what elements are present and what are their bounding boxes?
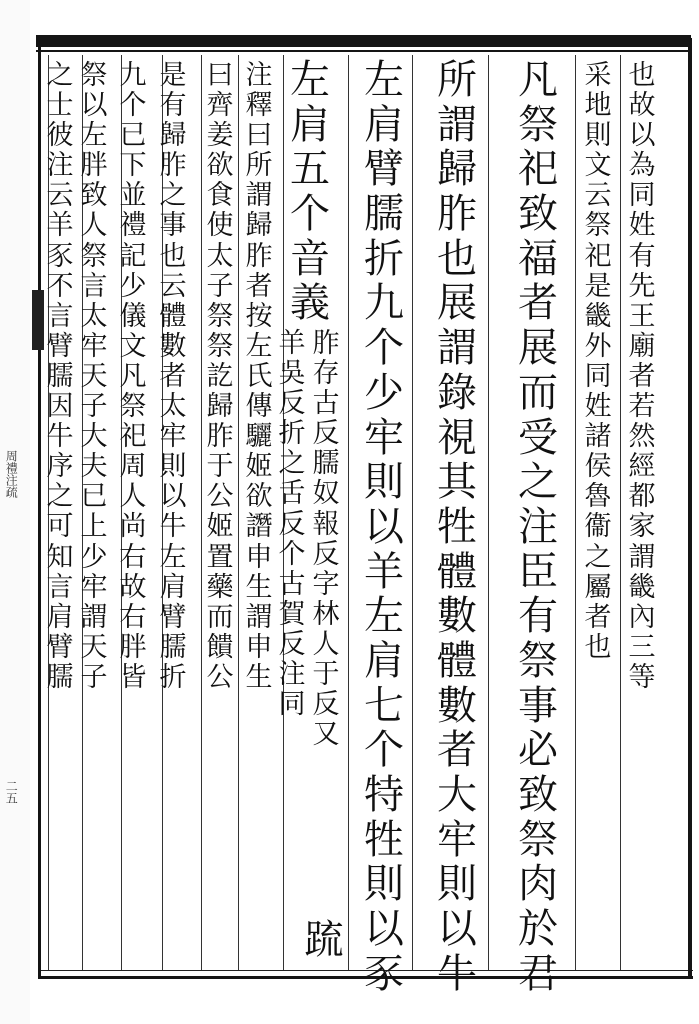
glyph: 七 <box>364 682 404 729</box>
glyph: 致 <box>518 772 558 818</box>
glyph: 謂 <box>437 101 477 148</box>
glyph: 注 <box>518 503 558 550</box>
glyph: 夫 <box>80 451 108 483</box>
glyph: 欲 <box>206 150 234 182</box>
glyph: 姬 <box>206 511 234 543</box>
glyph: 臑 <box>46 661 74 693</box>
glyph: 賀 <box>278 598 306 630</box>
glyph: 凡 <box>518 57 558 103</box>
glyph: 而 <box>206 601 234 633</box>
glyph: 先 <box>628 270 656 302</box>
glyph: 胖 <box>80 150 108 182</box>
glyph: 數 <box>437 593 477 640</box>
glyph: 臣 <box>518 548 558 595</box>
column-10 <box>117 62 149 694</box>
glyph: 古 <box>312 388 340 420</box>
column-rule <box>348 55 349 970</box>
glyph: 子 <box>206 270 234 302</box>
glyph: 臂 <box>46 330 74 362</box>
column-5 <box>361 57 407 998</box>
glyph: 个 <box>290 191 330 238</box>
glyph: 外 <box>584 330 612 362</box>
glyph: 者 <box>245 270 273 302</box>
glyph: 牲 <box>437 503 477 550</box>
glyph: 欲 <box>245 481 273 513</box>
glyph: 肩 <box>290 101 330 148</box>
glyph: 序 <box>46 451 74 483</box>
glyph: 申 <box>245 541 273 573</box>
glyph: 致 <box>80 180 108 212</box>
glyph: 曰 <box>206 60 234 91</box>
glyph: 置 <box>206 541 234 573</box>
glyph: 也 <box>437 235 477 282</box>
glyph: 注 <box>245 60 273 91</box>
glyph: 臂 <box>46 631 74 663</box>
glyph: 藥 <box>206 571 234 603</box>
glyph: 胖 <box>119 631 147 663</box>
glyph: 皆 <box>119 661 147 693</box>
column-1 <box>626 62 658 694</box>
glyph: 饋 <box>206 631 234 663</box>
glyph: 折 <box>364 235 404 282</box>
glyph: 所 <box>437 57 477 103</box>
glyph: 字 <box>312 568 340 600</box>
glyph: 林 <box>312 598 340 630</box>
glyph: 體 <box>159 300 187 332</box>
glyph: 姓 <box>584 391 612 423</box>
glyph: 畿 <box>628 571 656 603</box>
glyph: 廟 <box>628 330 656 362</box>
glyph: 同 <box>278 689 306 721</box>
frame-left-border <box>38 38 41 978</box>
frame-right-border <box>688 38 692 978</box>
glyph: 君 <box>518 950 558 997</box>
glyph: 臑 <box>159 631 187 663</box>
glyph: 太 <box>80 300 108 332</box>
glyph: 其 <box>437 459 477 506</box>
glyph: 大 <box>80 421 108 453</box>
glyph: 存 <box>312 358 340 390</box>
glyph: 福 <box>518 235 558 282</box>
glyph: 注 <box>46 150 74 182</box>
glyph: 五 <box>290 146 330 193</box>
glyph: 牢 <box>80 330 108 362</box>
glyph: 已 <box>80 481 108 513</box>
glyph: 反 <box>312 538 340 570</box>
glyph: 受 <box>518 414 558 461</box>
glyph: 牢 <box>80 571 108 603</box>
glyph: 屬 <box>584 571 612 603</box>
glyph: 注 <box>278 659 306 691</box>
glyph: 云 <box>46 180 74 212</box>
glyph: 祀 <box>584 240 612 272</box>
column-11 <box>78 62 110 694</box>
glyph: 以 <box>437 906 477 953</box>
frame-top-inner-line <box>36 50 691 52</box>
glyph: 畿 <box>584 300 612 332</box>
glyph: 錄 <box>437 369 477 416</box>
glyph: 子 <box>80 391 108 423</box>
glyph: 歸 <box>245 210 273 242</box>
glyph: 歸 <box>206 391 234 423</box>
glyph: 下 <box>119 150 147 182</box>
glyph: 驪 <box>245 421 273 453</box>
glyph: 天 <box>80 360 108 392</box>
glyph: 同 <box>628 180 656 212</box>
column-6-commentary-left <box>276 330 308 721</box>
glyph: 牢 <box>437 816 477 863</box>
glyph: 侯 <box>584 451 612 483</box>
glyph: 牛 <box>159 511 187 543</box>
glyph: 太 <box>206 240 234 272</box>
glyph: 左 <box>159 541 187 573</box>
glyph: 者 <box>518 280 558 327</box>
glyph: 祭 <box>119 391 147 423</box>
fishtail-mark <box>32 290 44 350</box>
glyph: 祭 <box>80 240 108 272</box>
glyph: 羊 <box>278 328 306 359</box>
column-6-marker <box>301 917 347 965</box>
glyph: 氏 <box>245 360 273 392</box>
glyph: 言 <box>46 571 74 603</box>
glyph: 知 <box>46 541 74 573</box>
glyph: 有 <box>159 90 187 122</box>
glyph: 因 <box>46 391 74 423</box>
glyph: 肉 <box>518 861 558 908</box>
glyph: 羊 <box>364 548 404 595</box>
glyph: 禮 <box>119 210 147 242</box>
glyph: 祭 <box>584 210 612 242</box>
column-2 <box>582 62 614 664</box>
glyph: 右 <box>119 601 147 633</box>
glyph: 地 <box>584 90 612 122</box>
glyph: 已 <box>119 120 147 152</box>
glyph: 音 <box>290 235 330 282</box>
glyph: 臑 <box>364 191 404 238</box>
column-rule <box>412 55 413 970</box>
glyph: 祭 <box>518 637 558 684</box>
glyph: 則 <box>584 120 612 152</box>
glyph: 人 <box>119 481 147 513</box>
glyph: 也 <box>628 60 656 91</box>
glyph: 反 <box>278 628 306 660</box>
glyph: 大 <box>437 772 477 818</box>
glyph: 記 <box>119 240 147 272</box>
glyph: 諸 <box>584 421 612 453</box>
glyph: 於 <box>518 906 558 953</box>
glyph: 云 <box>584 180 612 212</box>
glyph: 之 <box>278 448 306 480</box>
glyph: 食 <box>206 180 234 212</box>
glyph: 牛 <box>437 950 477 997</box>
column-4 <box>434 57 480 998</box>
glyph: 公 <box>206 661 234 693</box>
glyph: 然 <box>628 421 656 453</box>
glyph: 祀 <box>119 421 147 453</box>
glyph: 臂 <box>159 601 187 633</box>
glyph: 展 <box>437 280 477 327</box>
glyph: 義 <box>290 280 330 327</box>
glyph: 于 <box>312 659 340 691</box>
glyph: 左 <box>80 120 108 152</box>
glyph: 是 <box>159 60 187 91</box>
glyph: 謂 <box>628 541 656 573</box>
glyph: 牢 <box>364 414 404 461</box>
glyph: 个 <box>119 90 147 122</box>
glyph: 左 <box>364 593 404 640</box>
glyph: 反 <box>278 388 306 420</box>
glyph: 儀 <box>119 300 147 332</box>
column-9 <box>157 62 189 694</box>
glyph: 者 <box>437 727 477 774</box>
glyph: 有 <box>518 593 558 640</box>
glyph: 上 <box>80 511 108 543</box>
glyph: 者 <box>628 360 656 392</box>
glyph: 都 <box>628 481 656 513</box>
glyph: 致 <box>518 191 558 238</box>
glyph: 云 <box>159 270 187 302</box>
glyph: 以 <box>159 481 187 513</box>
column-rule <box>488 55 489 970</box>
glyph: 歸 <box>159 120 187 152</box>
column-6-commentary-right <box>310 330 342 751</box>
glyph: 少 <box>364 369 404 416</box>
glyph: 姜 <box>206 120 234 152</box>
glyph: 視 <box>437 414 477 461</box>
glyph: 周 <box>119 451 147 483</box>
glyph: 之 <box>518 459 558 506</box>
glyph: 事 <box>159 210 187 242</box>
glyph: 謂 <box>437 325 477 372</box>
glyph: 按 <box>245 300 273 332</box>
glyph: 九 <box>119 60 147 91</box>
glyph: 言 <box>80 270 108 302</box>
glyph: 謂 <box>80 601 108 633</box>
glyph: 尚 <box>119 511 147 543</box>
glyph: 古 <box>278 568 306 600</box>
glyph: 曰 <box>245 120 273 152</box>
binding-strip <box>0 0 30 1024</box>
glyph: 三 <box>628 631 656 663</box>
glyph: 又 <box>312 719 340 751</box>
glyph: 羊 <box>46 210 74 242</box>
glyph: 文 <box>119 330 147 362</box>
glyph: 謂 <box>245 180 273 212</box>
glyph: 祭 <box>80 60 108 91</box>
glyph: 肩 <box>46 601 74 633</box>
glyph: 姬 <box>245 451 273 483</box>
glyph: 同 <box>584 360 612 392</box>
glyph: 臑 <box>46 360 74 392</box>
glyph: 故 <box>628 90 656 122</box>
glyph: 少 <box>80 541 108 573</box>
glyph: 之 <box>46 481 74 513</box>
glyph: 右 <box>119 541 147 573</box>
frame-top-border <box>36 35 691 47</box>
glyph: 折 <box>278 418 306 450</box>
glyph: 牲 <box>364 816 404 863</box>
glyph: 也 <box>584 631 612 663</box>
glyph: 生 <box>245 571 273 603</box>
glyph: 胙 <box>312 328 340 359</box>
glyph: 而 <box>518 369 558 416</box>
glyph: 姓 <box>628 210 656 242</box>
glyph: 數 <box>437 682 477 729</box>
glyph: 人 <box>312 628 340 660</box>
glyph: 之 <box>46 60 74 91</box>
glyph: 譖 <box>245 511 273 543</box>
column-rule <box>620 55 621 970</box>
glyph: 魯 <box>584 481 612 513</box>
glyph: 反 <box>278 508 306 540</box>
glyph: 則 <box>364 459 404 506</box>
glyph: 臂 <box>364 146 404 193</box>
glyph: 內 <box>628 601 656 633</box>
glyph: 个 <box>364 325 404 372</box>
column-8 <box>204 62 236 694</box>
glyph: 左 <box>290 57 330 103</box>
glyph: 特 <box>364 772 404 818</box>
glyph: 等 <box>628 661 656 693</box>
glyph: 牛 <box>46 421 74 453</box>
glyph: 文 <box>584 150 612 182</box>
glyph: 訖 <box>206 360 234 392</box>
glyph: 並 <box>119 180 147 212</box>
glyph: 祭 <box>206 300 234 332</box>
glyph: 家 <box>628 511 656 543</box>
glyph: 者 <box>159 360 187 392</box>
glyph: 吳 <box>278 358 306 390</box>
glyph: 个 <box>278 538 306 570</box>
glyph: 數 <box>159 330 187 362</box>
column-rule <box>201 55 202 970</box>
glyph: 反 <box>312 418 340 450</box>
glyph: 生 <box>245 661 273 693</box>
glyph: 若 <box>628 391 656 423</box>
glyph: 有 <box>628 240 656 272</box>
glyph: 采 <box>584 60 612 91</box>
glyph: 士 <box>46 90 74 122</box>
glyph: 必 <box>518 727 558 774</box>
glyph: 釋 <box>245 90 273 122</box>
glyph: 體 <box>437 548 477 595</box>
glyph: 齊 <box>206 90 234 122</box>
glyph: 于 <box>206 451 234 483</box>
glyph: 以 <box>364 906 404 953</box>
glyph: 經 <box>628 451 656 483</box>
glyph: 之 <box>159 180 187 212</box>
glyph: 體 <box>437 637 477 684</box>
glyph: 衞 <box>584 511 612 543</box>
glyph: 胙 <box>245 240 273 272</box>
glyph: 祭 <box>518 101 558 148</box>
glyph: 王 <box>628 300 656 332</box>
glyph: 事 <box>518 682 558 729</box>
glyph: 太 <box>159 391 187 423</box>
glyph: 彼 <box>46 120 74 152</box>
column-3 <box>515 57 561 998</box>
glyph: 祀 <box>518 146 558 193</box>
glyph: 祭 <box>206 330 234 362</box>
glyph: 謂 <box>245 601 273 633</box>
glyph: 傳 <box>245 391 273 423</box>
glyph: 䟽 <box>304 917 344 963</box>
glyph: 為 <box>628 150 656 182</box>
glyph: 是 <box>584 270 612 302</box>
glyph: 舌 <box>278 478 306 510</box>
glyph: 九 <box>364 280 404 327</box>
glyph: 報 <box>312 508 340 540</box>
glyph: 可 <box>46 511 74 543</box>
glyph: 則 <box>364 861 404 908</box>
glyph: 則 <box>159 451 187 483</box>
glyph: 凡 <box>119 360 147 392</box>
margin-page-number-text: 二五 <box>4 780 19 804</box>
glyph: 肩 <box>159 571 187 603</box>
glyph: 以 <box>364 503 404 550</box>
glyph: 反 <box>312 689 340 721</box>
glyph: 也 <box>159 240 187 272</box>
glyph: 豕 <box>364 950 404 997</box>
glyph: 祭 <box>518 816 558 863</box>
margin-title <box>4 450 17 498</box>
glyph: 天 <box>80 631 108 663</box>
column-rule <box>238 55 239 970</box>
glyph: 肩 <box>364 637 404 684</box>
glyph: 使 <box>206 210 234 242</box>
glyph: 左 <box>364 57 404 103</box>
glyph: 子 <box>80 661 108 693</box>
margin-page-number <box>4 780 17 804</box>
glyph: 則 <box>437 861 477 908</box>
column-rule <box>575 55 576 970</box>
column-7 <box>243 62 275 694</box>
margin-title-text: 周禮注疏 <box>4 450 19 498</box>
glyph: 申 <box>245 631 273 663</box>
glyph: 以 <box>628 120 656 152</box>
glyph: 肩 <box>364 101 404 148</box>
glyph: 奴 <box>312 478 340 510</box>
glyph: 人 <box>80 210 108 242</box>
glyph: 胙 <box>159 150 187 182</box>
glyph: 个 <box>364 727 404 774</box>
glyph: 牢 <box>159 421 187 453</box>
glyph: 少 <box>119 270 147 302</box>
glyph: 以 <box>80 90 108 122</box>
column-6-main <box>287 57 333 328</box>
column-12 <box>44 62 76 694</box>
glyph: 折 <box>159 661 187 693</box>
glyph: 者 <box>584 601 612 633</box>
glyph: 展 <box>518 325 558 372</box>
glyph: 臑 <box>312 448 340 480</box>
glyph: 言 <box>46 300 74 332</box>
glyph: 胙 <box>437 191 477 238</box>
glyph: 胙 <box>206 421 234 453</box>
glyph: 歸 <box>437 146 477 193</box>
glyph: 所 <box>245 150 273 182</box>
glyph: 豕 <box>46 240 74 272</box>
glyph: 故 <box>119 571 147 603</box>
glyph: 公 <box>206 481 234 513</box>
glyph: 之 <box>584 541 612 573</box>
glyph: 左 <box>245 330 273 362</box>
glyph: 不 <box>46 270 74 302</box>
